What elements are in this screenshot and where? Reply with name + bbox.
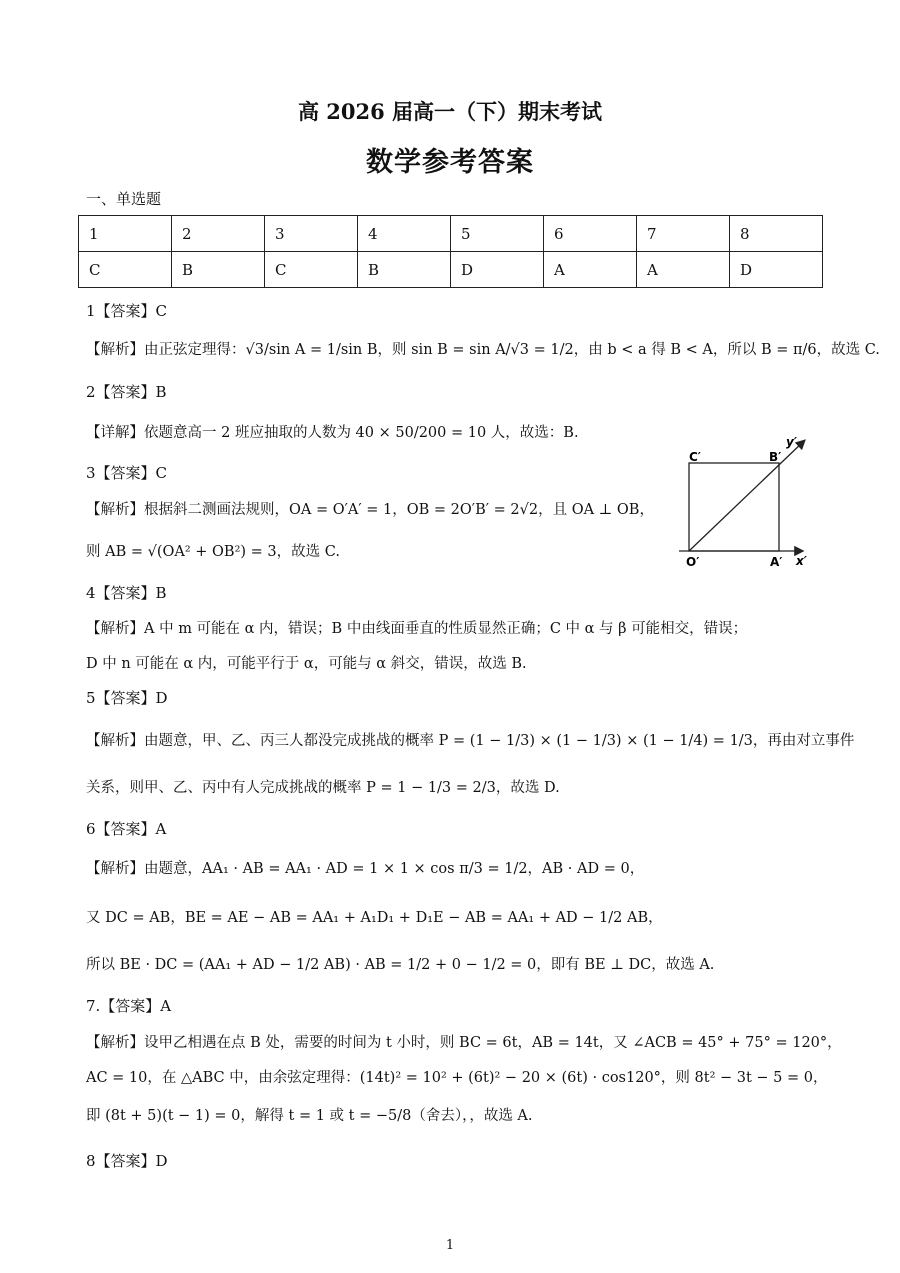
table-cell: 5 <box>450 216 543 252</box>
table-cell: 3 <box>264 216 357 252</box>
y-axis <box>689 441 804 551</box>
answer-line: 1【答案】C <box>86 302 168 320</box>
answer-line: 6【答案】A <box>86 820 167 838</box>
solution-line: 【解析】由正弦定理得：√3/sin A = 1/sin B，则 sin B = sin A/√3 = 1/2，由 b < a 得 B < A，所以 B = π/6，故选 C. <box>86 342 880 358</box>
label-c-prime: C′ <box>689 450 701 464</box>
label-x-prime: x′ <box>796 554 807 568</box>
solution-line: 【解析】根据斜二测画法规则，OA = O′A′ = 1，OB = 2O′B′ = 2√2，且 OA ⊥ OB， <box>86 502 654 518</box>
table-cell: 8 <box>729 216 822 252</box>
table-cell: 1 <box>79 216 172 252</box>
table-cell: 4 <box>357 216 450 252</box>
solution-line: 关系，则甲、乙、丙中有人完成挑战的概率 P = 1 − 1/3 = 2/3，故选 D. <box>86 780 560 796</box>
label-b-prime: B′ <box>769 450 782 464</box>
table-cell: C <box>79 252 172 288</box>
solution-line: D 中 n 可能在 α 内，可能平行于 α，可能与 α 斜交，错误，故选 B. <box>86 656 527 672</box>
page-number: 1 <box>445 1238 455 1253</box>
table-row <box>79 216 823 252</box>
table-cell: B <box>357 252 450 288</box>
table-cell: B <box>172 252 265 288</box>
answer-line: 2【答案】B <box>86 383 167 401</box>
section-heading: 一、单选题 <box>86 190 162 208</box>
label-a-prime: A′ <box>770 555 783 569</box>
answer-line: 3【答案】C <box>86 464 168 482</box>
answer-line: 7.【答案】A <box>86 997 172 1015</box>
table-cell: 7 <box>636 216 729 252</box>
answer-line: 4【答案】B <box>86 584 167 602</box>
table-cell: 2 <box>172 216 265 252</box>
page-title: 高 2026 届高一（下）期末考试 <box>297 99 603 124</box>
table-cell: D <box>450 252 543 288</box>
solution-line: 则 AB = √(OA² + OB²) = 3，故选 C. <box>86 544 340 560</box>
table-cell: D <box>729 252 822 288</box>
answer-line: 8【答案】D <box>86 1152 168 1170</box>
table-cell: A <box>543 252 636 288</box>
solution-line: 即 (8t + 5)(t − 1) = 0，解得 t = 1 或 t = −5/8（舍去），，故选 A. <box>86 1108 533 1124</box>
label-y-prime: y′ <box>786 436 797 449</box>
solution-line: 所以 BE · DC = (AA₁ + AD − 1/2 AB) · AB = 1/2 + 0 − 1/2 = 0，即有 BE ⊥ DC，故选 A. <box>86 957 715 973</box>
table-cell: C <box>264 252 357 288</box>
solution-line: 又 DC = AB，BE = AE − AB = AA₁ + A₁D₁ + D₁E − AB = AA₁ + AD − 1/2 AB， <box>86 910 663 926</box>
table-row <box>79 252 823 288</box>
answer-table <box>78 215 823 288</box>
solution-line: 【解析】A 中 m 可能在 α 内，错误；B 中由线面垂直的性质显然正确；C 中 α 与 β 可能相交，错误； <box>86 621 748 637</box>
table-cell: A <box>636 252 729 288</box>
answer-line: 5【答案】D <box>86 689 168 707</box>
label-o-prime: O′ <box>686 555 700 569</box>
solution-line: 【详解】依题意高一 2 班应抽取的人数为 40 × 50/200 = 10 人，故选：B. <box>86 425 579 441</box>
solution-line: AC = 10，在 △ABC 中，由余弦定理得：(14t)² = 10² + (6t)² − 20 × (6t) · cos120°，则 8t² − 3t − 5 = 0， <box>86 1070 828 1086</box>
table-cell: 6 <box>543 216 636 252</box>
oblique-projection-figure <box>674 436 814 572</box>
solution-line: 【解析】由题意，AA₁ · AB = AA₁ · AD = 1 × 1 × cos π/3 = 1/2，AB · AD = 0， <box>86 861 645 877</box>
solution-line: 【解析】设甲乙相遇在点 B 处，需要的时间为 t 小时，则 BC = 6t，AB = 14t，又 ∠ACB = 45° + 75° = 120°， <box>86 1035 842 1051</box>
page-subtitle: 数学参考答案 <box>366 147 534 178</box>
solution-line: 【解析】由题意，甲、乙、丙三人都没完成挑战的概率 P = (1 − 1/3) × (1 − 1/3) × (1 − 1/4) = 1/3，再由对立事件 <box>86 733 855 749</box>
